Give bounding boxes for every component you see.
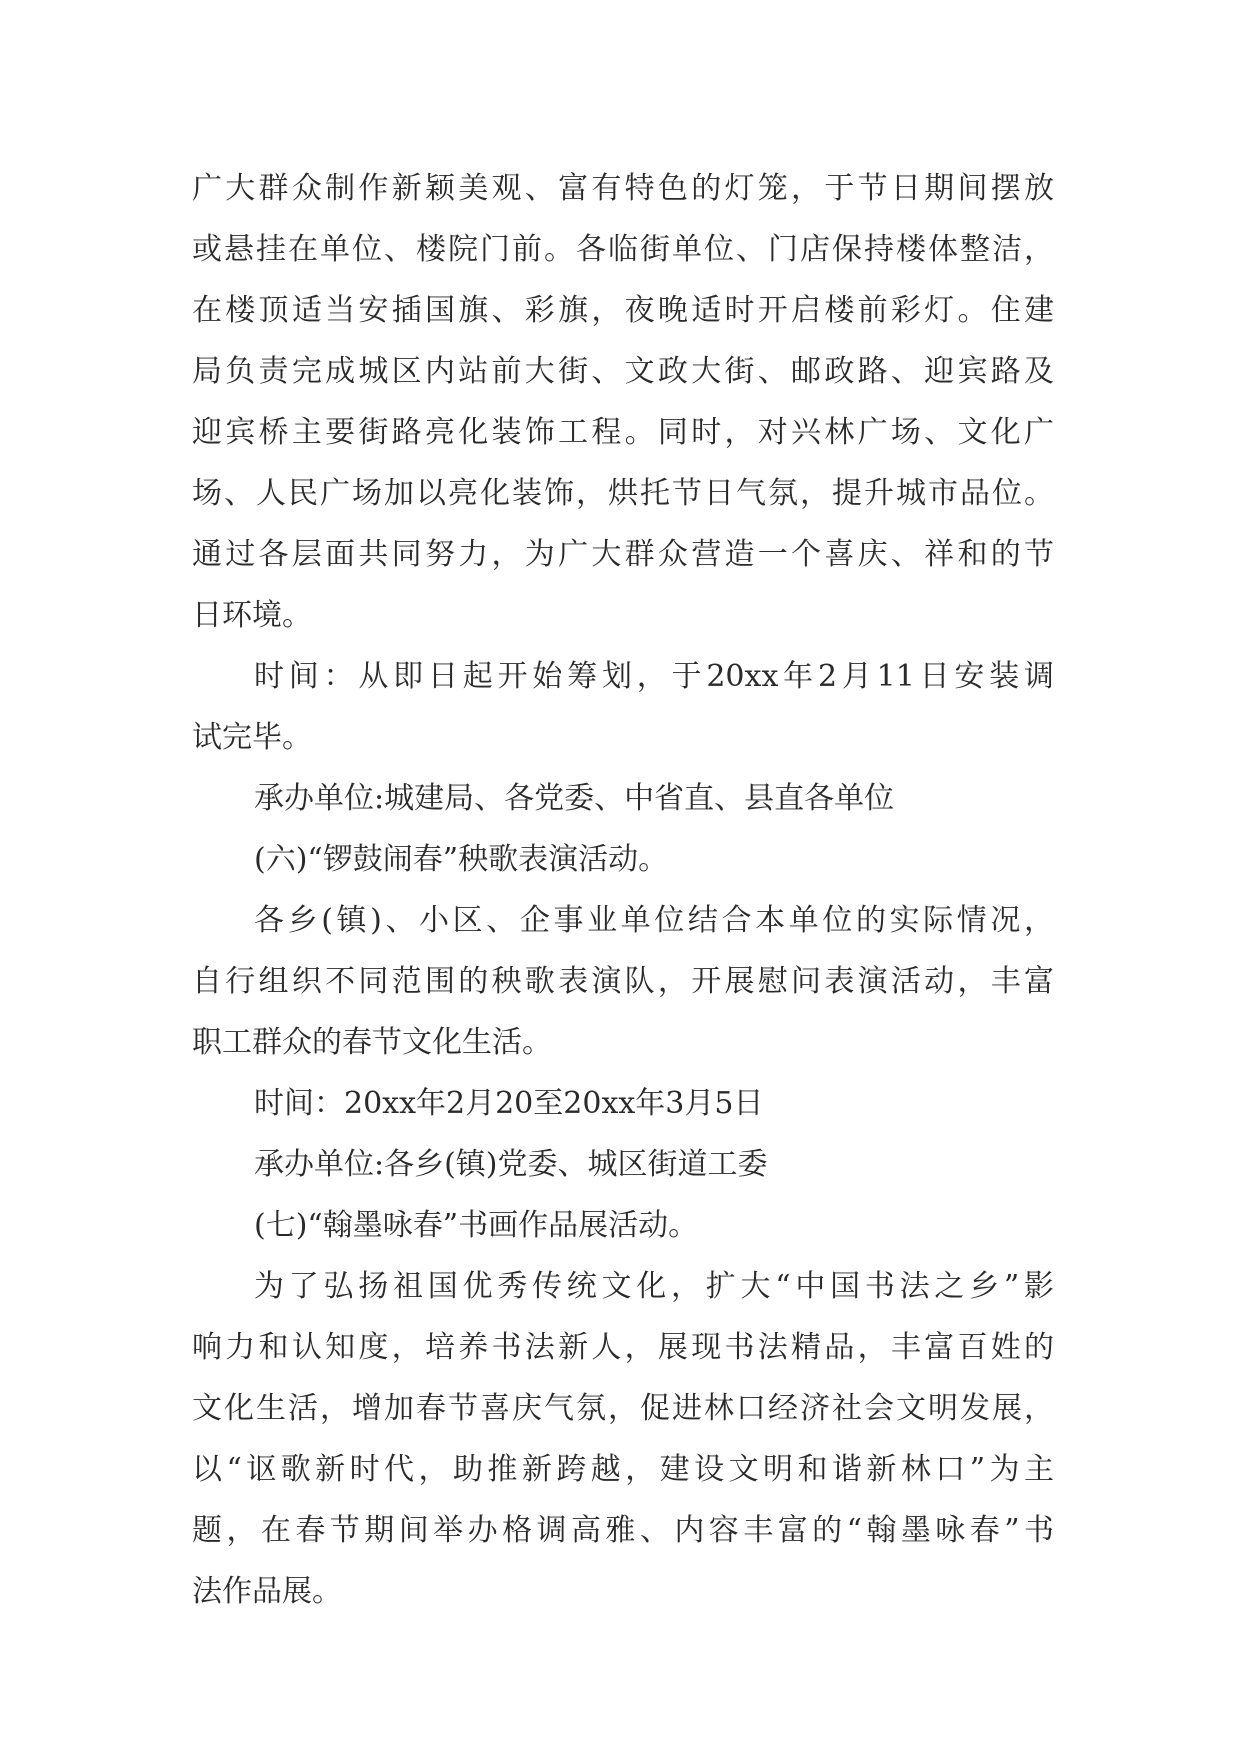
paragraph xyxy=(192,158,1054,646)
text-line: 在楼顶适当安插国旗、彩旗，夜晚适时开启楼前彩灯。住建 xyxy=(192,293,1054,328)
paragraph-time xyxy=(192,1073,1054,1134)
paragraph xyxy=(192,890,1054,1073)
text-line: 响力和认知度，培养书法新人，展现书法精品，丰富百姓的 xyxy=(192,1330,1054,1365)
text-line: 日环境。 xyxy=(192,598,312,633)
section-heading xyxy=(192,829,1054,890)
document-body xyxy=(192,158,1054,1622)
text-line: 自行组织不同范围的秧歌表演队，开展慰问表演活动，丰富 xyxy=(192,964,1054,999)
text-line: 局负责完成城区内站前大街、文政大街、邮政路、迎宾路及 xyxy=(192,354,1054,389)
paragraph xyxy=(192,1256,1054,1622)
text-line: 文化生活，增加春节喜庆气氛，促进林口经济社会文明发展， xyxy=(192,1391,1054,1426)
text-line: 迎宾桥主要街路亮化装饰工程。同时，对兴林广场、文化广 xyxy=(192,415,1054,450)
text-line: 或悬挂在单位、楼院门前。各临街单位、门店保持楼体整洁， xyxy=(192,232,1054,267)
text-line: 时间：20xx年2月20至20xx年3月5日 xyxy=(254,1086,764,1121)
text-line: 职工群众的春节文化生活。 xyxy=(192,1025,552,1060)
text-line: 各乡(镇)、小区、企事业单位结合本单位的实际情况， xyxy=(254,903,1054,938)
text-line: 题，在春节期间举办格调高雅、内容丰富的“翰墨咏春”书 xyxy=(192,1513,1054,1548)
text-line: 通过各层面共同努力，为广大群众营造一个喜庆、祥和的节 xyxy=(192,537,1054,572)
text-line: 试完毕。 xyxy=(192,720,312,755)
paragraph-organizer xyxy=(192,768,1054,829)
text-line: 为了弘扬祖国优秀传统文化，扩大“中国书法之乡”影 xyxy=(254,1269,1054,1304)
text-line: 时间：从即日起开始筹划，于20xx年2月11日安装调 xyxy=(254,659,1054,694)
text-line: (七)“翰墨咏春”书画作品展活动。 xyxy=(254,1208,699,1243)
paragraph-time xyxy=(192,646,1054,768)
text-line: 承办单位:各乡(镇)党委、城区街道工委 xyxy=(254,1147,768,1182)
text-line: 承办单位:城建局、各党委、中省直、县直各单位 xyxy=(254,781,895,816)
paragraph-organizer xyxy=(192,1134,1054,1195)
text-line: 以“讴歌新时代，助推新跨越，建设文明和谐新林口”为主 xyxy=(192,1452,1054,1487)
text-line: 场、人民广场加以亮化装饰，烘托节日气氛，提升城市品位。 xyxy=(192,476,1054,511)
text-line: 法作品展。 xyxy=(192,1574,342,1609)
section-heading xyxy=(192,1195,1054,1256)
text-line: (六)“锣鼓闹春”秧歌表演活动。 xyxy=(254,842,669,877)
text-line: 广大群众制作新颖美观、富有特色的灯笼，于节日期间摆放 xyxy=(192,171,1054,206)
